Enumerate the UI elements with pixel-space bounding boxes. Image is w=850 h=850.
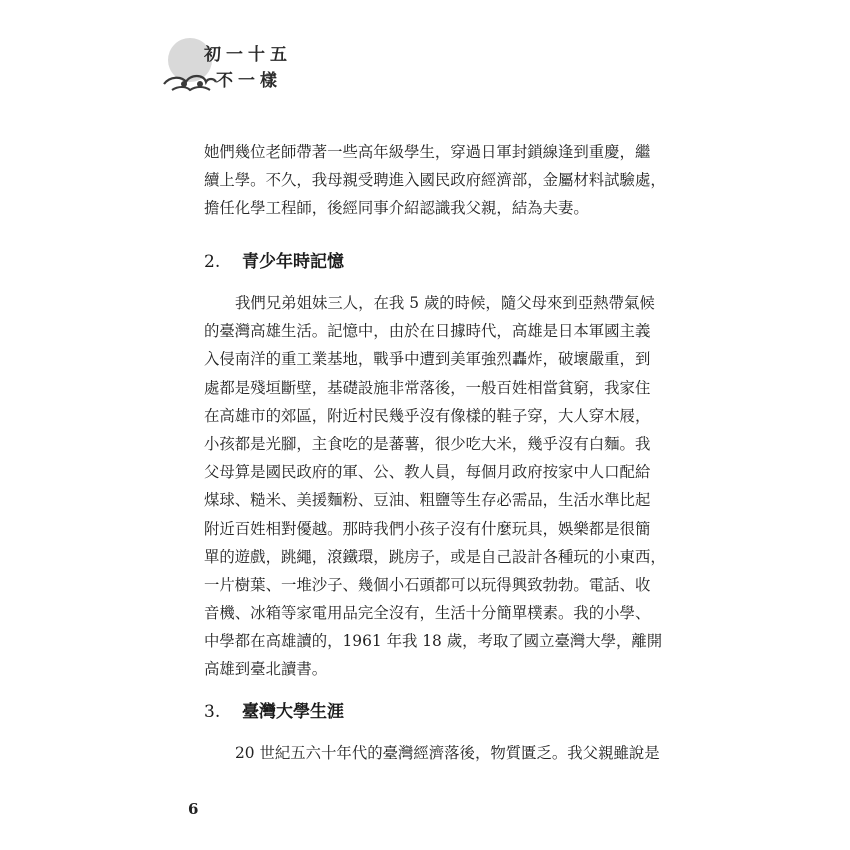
section-number: 3. — [204, 702, 221, 722]
text-line: 續上學。不久，我母親受聘進入國民政府經濟部，金屬材料試驗處， — [204, 171, 666, 190]
text-line: 父母算是國民政府的軍、公、教人員，每個月政府按家中人口配給 — [204, 463, 651, 482]
text-line: 我們兄弟姐妹三人，在我 5 歲的時候，隨父母來到亞熱帶氣候 — [235, 294, 655, 312]
text-line: 一片樹葉、一堆沙子、幾個小石頭都可以玩得興致勃勃。電話、收 — [204, 575, 651, 594]
section-heading-3 — [204, 697, 344, 722]
text-line: 單的遊戲，跳繩，滾鐵環，跳房子，或是自己設計各種玩的小東西， — [204, 547, 666, 566]
logo-title-line-1: 初一十五 — [204, 45, 292, 65]
text-line: 20 世紀五六十年代的臺灣經濟落後，物質匱乏。我父親雖說是 — [235, 744, 660, 762]
text-line: 擔任化學工程師，後經同事介紹認識我父親，結為夫妻。 — [204, 199, 589, 218]
section-title: 臺灣大學生涯 — [242, 702, 344, 722]
text-line: 的臺灣高雄生活。記憶中，由於在日據時代，高雄是日本軍國主義 — [204, 322, 651, 341]
page-number: 6 — [188, 800, 199, 818]
text-line: 在高雄市的郊區，附近村民幾乎沒有像樣的鞋子穿，大人穿木屐， — [204, 406, 651, 425]
text-line: 處都是殘垣斷壁，基礎設施非常落後，一般百姓相當貧窮，我家住 — [204, 378, 651, 397]
text-line: 音機、冰箱等家電用品完全沒有，生活十分簡單樸素。我的小學、 — [204, 604, 651, 623]
paragraph-youth-memories — [204, 289, 666, 684]
paragraph-university — [204, 739, 660, 767]
text-line: 中學都在高雄讀的，1961 年我 18 歲，考取了國立臺灣大學，離開 — [204, 632, 663, 651]
book-title-logo — [160, 38, 300, 100]
section-heading-2 — [204, 247, 344, 272]
text-line: 煤球、糙米、美援麵粉、豆油、粗鹽等生存必需品，生活水準比起 — [204, 491, 651, 510]
text-line: 她們幾位老師帶著一些高年級學生，穿過日軍封鎖線逢到重慶，繼 — [204, 143, 651, 161]
text-line: 入侵南洋的重工業基地，戰爭中遭到美軍強烈轟炸，破壞嚴重，到 — [204, 350, 651, 369]
logo-title-line-2: 不一樣 — [216, 71, 282, 91]
text-line: 小孩都是光腳，主食吃的是蕃薯，很少吃大米，幾乎沒有白麵。我 — [204, 434, 651, 453]
section-title: 青少年時記憶 — [242, 252, 344, 272]
text-line: 附近百姓相對優越。那時我們小孩子沒有什麼玩具，娛樂都是很簡 — [204, 519, 651, 538]
text-line: 高雄到臺北讀書。 — [204, 660, 328, 679]
paragraph-continuation — [204, 138, 666, 223]
section-number: 2. — [204, 252, 221, 272]
